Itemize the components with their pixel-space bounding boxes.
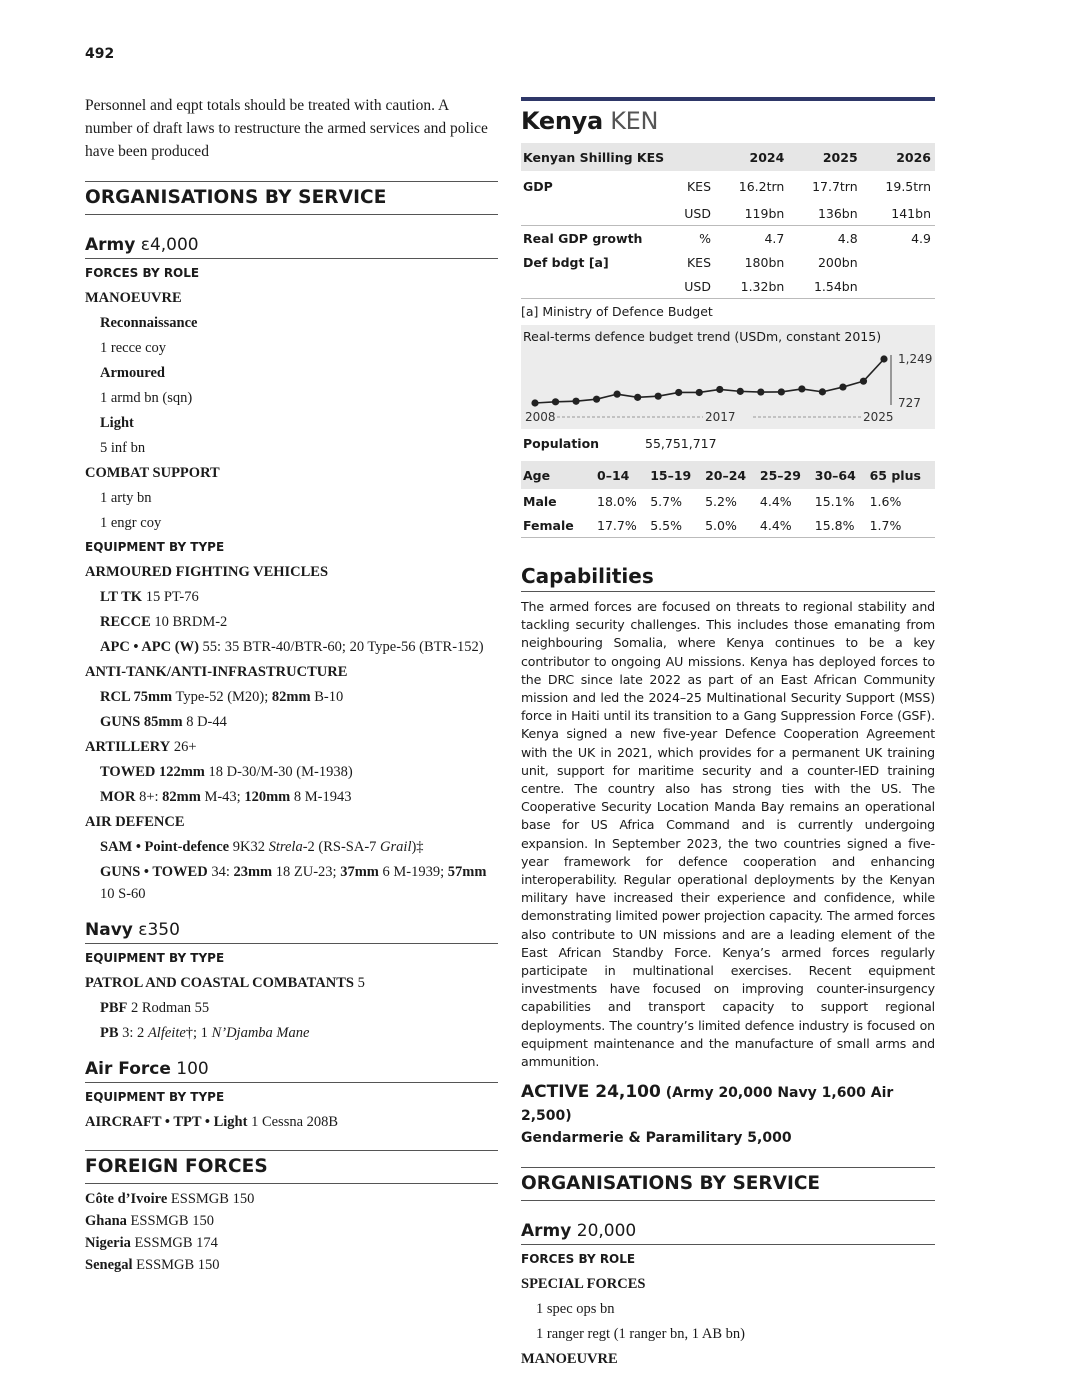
org-by-service-heading: ORGANISATIONS BY SERVICE xyxy=(85,181,498,215)
trend-point xyxy=(634,394,641,401)
combat-support-label: COMBAT SUPPORT xyxy=(85,465,220,481)
trend-point xyxy=(860,378,867,385)
recon-label: Reconnaissance xyxy=(100,315,198,331)
chart-title: Real-terms defence budget trend (USDm, constant 2015) xyxy=(523,329,882,344)
recce-line: RECCE 10 BRDM-2 xyxy=(100,614,228,630)
trend-point xyxy=(572,398,579,405)
anti-tank-label: ANTI-TANK/ANTI-INFRASTRUCTURE xyxy=(85,664,348,680)
trend-chart-svg xyxy=(521,325,935,429)
equipment-by-type-label: EQUIPMENT BY TYPE xyxy=(85,1090,225,1104)
patrol-combatants-label: PATROL AND COASTAL COMBATANTS 5 xyxy=(85,975,365,991)
armoured-label: Armoured xyxy=(100,365,165,381)
trend-point xyxy=(839,383,846,390)
foreign-force-item: Ghana ESSMGB 150 xyxy=(85,1213,214,1229)
foreign-force-item: Senegal ESSMGB 150 xyxy=(85,1257,220,1273)
sam-line: SAM • Point-defence 9K32 Strela-2 (RS-SA-7 Grail)‡ xyxy=(100,839,424,855)
x-tick-label: 2025 xyxy=(863,410,894,424)
trend-point xyxy=(880,355,887,362)
trend-point xyxy=(552,398,559,405)
economic-table xyxy=(521,143,935,298)
forces-by-role-label: FORCES BY ROLE xyxy=(85,266,200,280)
trend-point xyxy=(655,393,662,400)
trend-point xyxy=(819,388,826,395)
aircraft-line: AIRCRAFT • TPT • Light 1 Cessna 208B xyxy=(85,1114,339,1130)
trend-point xyxy=(778,388,785,395)
econ-row: USD 1.32bn 1.54bn xyxy=(684,278,858,294)
country-title: Kenya KEN xyxy=(521,107,659,135)
trend-point xyxy=(737,388,744,395)
light-label: Light xyxy=(100,415,134,431)
active-personnel: ACTIVE 24,100 (Army 20,000 Navy 1,600 Air 2,500) xyxy=(521,1082,894,1125)
trend-point xyxy=(798,385,805,392)
trend-point xyxy=(593,396,600,403)
special-forces-label: SPECIAL FORCES xyxy=(521,1276,646,1293)
pb-line: PB 3: 2 Alfeite†; 1 N’Djamba Mane xyxy=(100,1025,310,1041)
population-table xyxy=(521,429,935,457)
econ-header-row: Kenyan Shilling KES 2024 2025 2026 xyxy=(521,143,935,171)
age-table xyxy=(521,461,935,538)
recon-item: 1 recce coy xyxy=(100,340,167,356)
trend-point xyxy=(757,388,764,395)
trend-line-segment xyxy=(863,359,884,381)
intro-paragraph: Personnel and eqpt totals should be treated with caution. A number of draft laws to restructure the armed services and police have been produced xyxy=(85,97,488,160)
trend-point xyxy=(716,386,723,393)
equipment-by-type-label: EQUIPMENT BY TYPE xyxy=(85,540,225,554)
sf-item: 1 ranger regt (1 ranger bn, 1 AB bn) xyxy=(536,1326,745,1343)
cs-item: 1 engr coy xyxy=(100,515,162,531)
armoured-item: 1 armd bn (sqn) xyxy=(100,390,193,406)
trend-point xyxy=(675,389,682,396)
page-number: 492 xyxy=(85,46,115,62)
age-header-row: Age 0–14 15–19 20–24 25–29 30–64 65 plus xyxy=(521,461,935,489)
trend-point xyxy=(531,399,538,406)
foreign-forces-heading: FOREIGN FORCES xyxy=(85,1150,498,1184)
foreign-force-item: Nigeria ESSMGB 174 xyxy=(85,1235,218,1251)
econ-row: GDP KES 16.2trn 17.7trn 19.5trn xyxy=(523,178,931,194)
x-tick-label: 2008 xyxy=(525,410,556,424)
ad-guns-line: GUNS • TOWED 34: 23mm 18 ZU-23; 37mm 6 M-1939; 57mm 10 S-60 xyxy=(100,864,487,902)
manoeuvre-label: MANOEUVRE xyxy=(85,290,182,306)
x-tick-label: 2017 xyxy=(705,410,736,424)
sf-item: 1 spec ops bn xyxy=(536,1301,615,1318)
capabilities-heading: Capabilities xyxy=(521,562,935,592)
title-rule xyxy=(521,97,935,101)
econ-row: USD 119bn 136bn 141bn xyxy=(684,205,931,221)
pbf-line: PBF 2 Rodman 55 xyxy=(100,1000,210,1016)
org-by-service-heading: ORGANISATIONS BY SERVICE xyxy=(521,1167,935,1201)
lt-tk-line: LT TK 15 PT-76 xyxy=(100,589,199,605)
paramilitary-line: Gendarmerie & Paramilitary 5,000 xyxy=(521,1130,792,1147)
population-row: Population 55,751,717 xyxy=(523,435,717,451)
right-column xyxy=(521,97,935,1373)
navy-heading: Navy ε350 xyxy=(85,918,498,944)
cs-item: 1 arty bn xyxy=(100,490,152,506)
manoeuvre-label: MANOEUVRE xyxy=(521,1351,618,1368)
artillery-label: ARTILLERY 26+ xyxy=(85,739,197,755)
budget-footnote: [a] Ministry of Defence Budget xyxy=(521,298,935,325)
light-item: 5 inf bn xyxy=(100,440,146,456)
air-force-heading: Air Force 100 xyxy=(85,1057,498,1083)
towed-line: TOWED 122mm 18 D-30/M-30 (M-1938) xyxy=(100,764,353,780)
y-tick-label: 1,249 xyxy=(898,352,933,366)
trend-point xyxy=(696,389,703,396)
mor-line: MOR 8+: 82mm M-43; 120mm 8 M-1943 xyxy=(100,789,352,805)
age-row-female: Female 17.7% 5.5% 5.0% 4.4% 15.8% 1.7% xyxy=(521,513,935,538)
guns-line: GUNS 85mm 8 D-44 xyxy=(100,714,227,730)
army-heading: Army ε4,000 xyxy=(85,233,498,259)
rcl-line: RCL 75mm Type-52 (M20); 82mm B-10 xyxy=(100,689,344,705)
trend-point xyxy=(614,391,621,398)
apc-line: APC • APC (W) 55: 35 BTR-40/BTR-60; 20 Type-56 (BTR-152) xyxy=(100,639,484,655)
army-heading: Army 20,000 xyxy=(521,1219,935,1245)
air-defence-label: AIR DEFENCE xyxy=(85,814,185,830)
econ-row: Real GDP growth % 4.7 4.8 4.9 xyxy=(521,226,935,251)
age-row-male: Male 18.0% 5.7% 5.2% 4.4% 15.1% 1.6% xyxy=(523,493,902,509)
left-column xyxy=(85,94,498,1276)
foreign-force-item: Côte d’Ivoire ESSMGB 150 xyxy=(85,1191,255,1207)
econ-row: Def bdgt [a] KES 180bn 200bn xyxy=(523,254,858,270)
forces-by-role-label: FORCES BY ROLE xyxy=(521,1252,636,1267)
y-tick-label: 727 xyxy=(898,396,921,410)
afv-label: ARMOURED FIGHTING VEHICLES xyxy=(85,564,329,580)
budget-trend-chart xyxy=(521,325,935,429)
capabilities-text: The armed forces are focused on threats to regional stability and tackling security challenges. This includes those emanating from neighbouring Somalia, where Kenya continues to be a key contributor to ongoing AU missions. Kenya has deployed forces to the DRC since late 2022 as part of an East African Community mission and led the 2024–25 Multinational Security Support (MSS) force in Haiti until its transition to a Gang Suppression Force (GSF). Kenya signed a new five-year Defence Cooperation Agreement with the UK in 2021, which provides for a permanent UK training unit, support for maritime security and a counter-IED training centre. The country also has strong ties with the US. The Cooperative Security Location Manda Bay remains an operational base for US Africa Command and is currently undergoing expansion. In September 2023, the two countries signed a five-year framework for defence cooperation and enhancing interoperability. Regular operational deployments by the Kenyan military have increased their experience and confidence, while demonstrating limited power projection capacity. The armed forces also contribute to UN missions and are a leading element of the East African Standby Force. Kenya’s armed forces regularly participate in multinational exercises. Recent equipment investments have focused on improving counter-insurgency capabilities and transport capacity to support regional deployments. The country’s limited defence industry is focused on equipment maintenance and the manufacture of small arms and ammunition. xyxy=(521,599,935,1070)
equipment-by-type-label: EQUIPMENT BY TYPE xyxy=(85,951,225,965)
